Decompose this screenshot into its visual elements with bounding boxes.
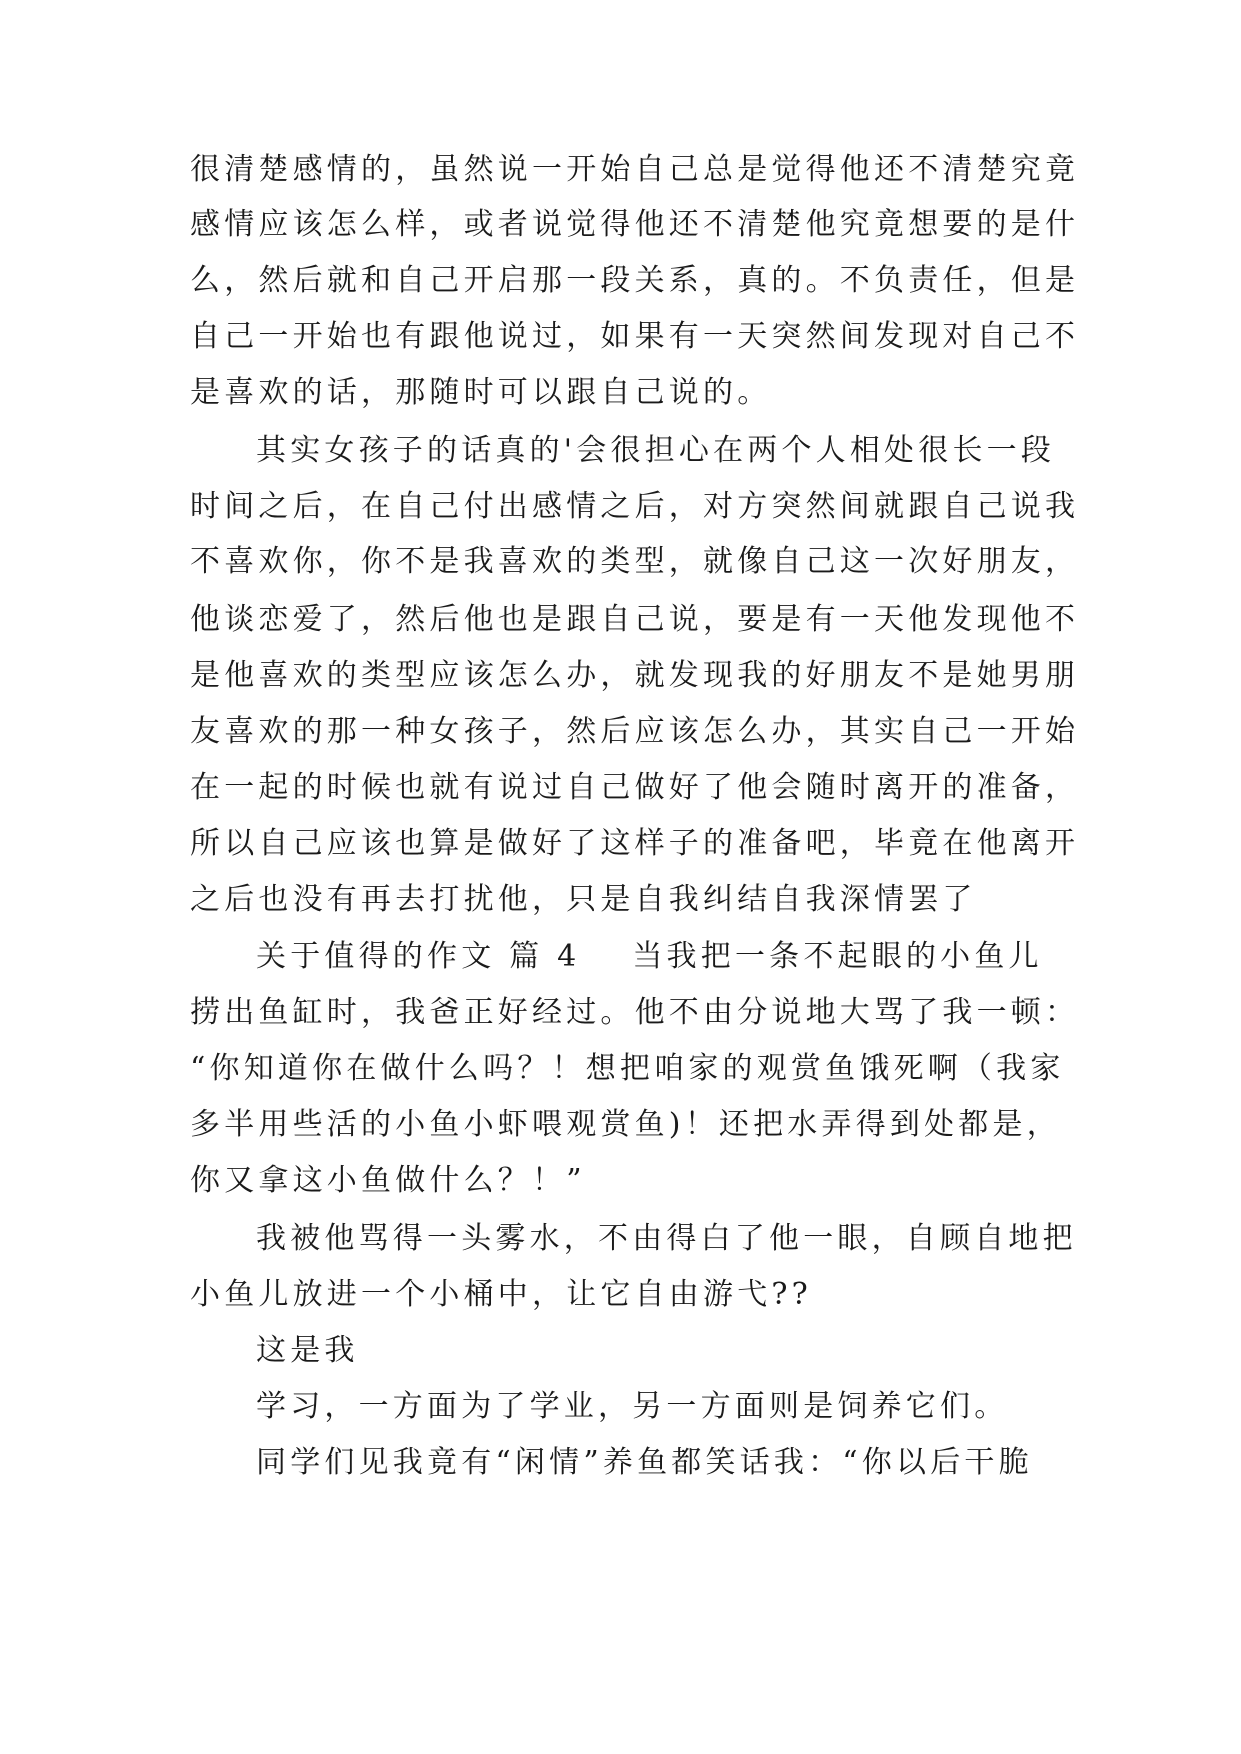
text-line: 友喜欢的那一种女孩子，然后应该怎么办，其实自己一开始 <box>190 714 1080 749</box>
text-line: 自己一开始也有跟他说过，如果有一天突然间发现对自己不 <box>190 319 1080 354</box>
text-line: 感情应该怎么样，或者说觉得他还不清楚他究竟想要的是什 <box>190 207 1080 242</box>
text-line: 是他喜欢的类型应该怎么办，就发现我的好朋友不是她男朋 <box>190 658 1080 693</box>
text-line: 捞出鱼缸时，我爸正好经过。他不由分说地大骂了我一顿： <box>190 995 1080 1030</box>
text-line: 么，然后就和自己开启那一段关系，真的。不负责任，但是 <box>190 263 1080 298</box>
text-line: 小鱼儿放进一个小桶中，让它自由游弋?? <box>190 1277 812 1312</box>
text-line: 其实女孩子的话真的'会很担心在两个人相处很长一段 <box>256 433 1056 468</box>
text-line: 你又拿这小鱼做什么？！” <box>190 1163 586 1198</box>
section-heading: 关于值得的作文 篇 4 <box>256 939 581 974</box>
text-line: 这是我 <box>256 1333 359 1368</box>
text-line: 之后也没有再去打扰他，只是自我纠结自我深情罢了 <box>190 882 977 917</box>
text-line: 所以自己应该也算是做好了这样子的准备吧，毕竟在他离开 <box>190 826 1080 861</box>
section-heading-line <box>256 937 1043 977</box>
text-line: 在一起的时候也就有说过自己做好了他会随时离开的准备， <box>190 770 1080 805</box>
text-line: 不喜欢你，你不是我喜欢的类型，就像自己这一次好朋友， <box>190 544 1080 579</box>
text-line: 是喜欢的话，那随时可以跟自己说的。 <box>190 375 772 410</box>
text-line: 他谈恋爱了，然后他也是跟自己说，要是有一天他发现他不 <box>190 602 1080 637</box>
text-line: “你知道你在做什么吗？！想把咱家的观赏鱼饿死啊（我家 <box>190 1051 1065 1086</box>
text-line: 学习，一方面为了学业，另一方面则是饲养它们。 <box>256 1389 1009 1424</box>
text-line: 我被他骂得一头雾水，不由得白了他一眼，自顾自地把 <box>256 1221 1077 1256</box>
section-first-sentence: 当我把一条不起眼的小鱼儿 <box>632 939 1043 974</box>
text-line: 很清楚感情的，虽然说一开始自己总是觉得他还不清楚究竟 <box>190 152 1080 187</box>
text-line: 同学们见我竟有“闲情”养鱼都笑话我：“你以后干脆 <box>256 1445 1033 1480</box>
text-line: 多半用些活的小鱼小虾喂观赏鱼)！还把水弄得到处都是， <box>190 1107 1061 1142</box>
text-line: 时间之后，在自己付出感情之后，对方突然间就跟自己说我 <box>190 489 1080 524</box>
